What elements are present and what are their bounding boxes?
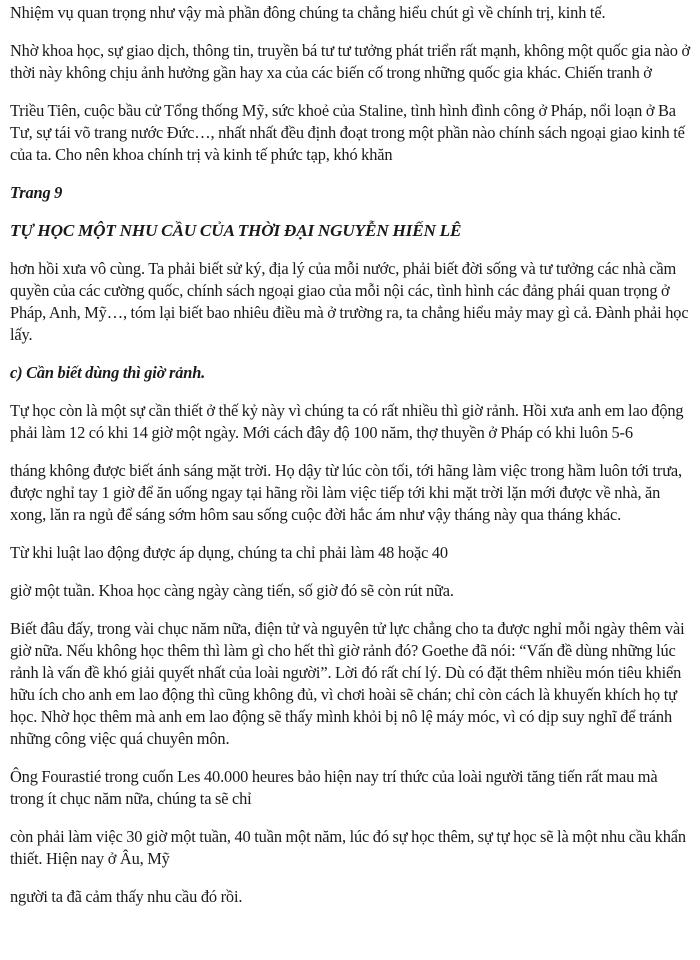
paragraph-goethe-quote: Biết đâu đấy, trong vài chục năm nữa, điện tử và nguyên tử lực chẳng cho ta được nghỉ mỗi ngày thêm vài giờ nữa. Nếu không học thêm thì làm gì cho hết thì giờ rảnh đó? Goethe đã nói: “Vấn đề dùng những lúc rảnh là vấn đề khó giải quyết nhất của loài người”. Lời đó rất chí lý. Dù có đặt thêm nhiều món tiêu khiển hữu ích cho anh em lao động thì cũng không đủ, vì chơi hoài sẽ chán; chỉ còn cách là khuyến khích họ tự học. Nhờ học thêm mà anh em lao động sẽ thấy mình khỏi bị nô lệ máy móc, vì có dịp suy nghĩ để tránh những công việc quá chuyên môn. — [10, 619, 685, 748]
book-title-heading: TỰ HỌC MỘT NHU CẦU CỦA THỜI ĐẠI NGUYỄN HIẾN LÊ — [10, 221, 462, 240]
paragraph-fourastie: Ông Fourastié trong cuốn Les 40.000 heures bảo hiện nay trí thức của loài người tăng tiến rất mau mà trong ít chục năm nữa, chúng ta sẽ chỉ — [10, 767, 658, 808]
paragraph-self-study-necessity: Tự học còn là một sự cần thiết ở thế kỷ này vì chúng ta có rất nhiều thì giờ rảnh. Hồi xưa anh em lao động phải làm 12 có khi 14 giờ một ngày. Mới cách đây độ 100 năm, thợ thuyền ở Pháp có khi luôn 5-6 — [10, 401, 684, 442]
paragraph-labor-law: Từ khi luật lao động được áp dụng, chúng ta chỉ phải làm 48 hoặc 40 — [10, 543, 448, 562]
section-heading-free-time: c) Cần biết dùng thì giờ rảnh. — [10, 363, 206, 382]
paragraph-intro: Nhiệm vụ quan trọng như vậy mà phần đông chúng ta chẳng hiểu chút gì về chính trị, kinh tế. — [10, 3, 606, 22]
paragraph-world-events: Triều Tiên, cuộc bầu cử Tổng thống Mỹ, sức khoẻ của Staline, tình hình đình công ở Pháp, nổi loạn ở Ba Tư, sự tái võ trang nước Đức…, nhất nhất đều định đoạt trong một phần nào chính sách ngoại giao kinh tế của ta. Cho nên khoa chính trị và kinh tế phức tạp, khó khăn — [10, 101, 685, 164]
paragraph-must-learn: hơn hồi xưa vô cùng. Ta phải biết sử ký, địa lý của mỗi nước, phải biết đời sống và tư tưởng các nhà cầm quyền của các cường quốc, chính sách ngoại giao của mỗi nội các, tình hình các đảng phái quan trọng ở Pháp, Anh, Mỹ…, tóm lại biết bao nhiêu điều mà ở trường ra, ta chẳng hiểu mảy may gì cả. Đành phải học lấy. — [10, 259, 689, 344]
paragraph-closing: người ta đã cảm thấy nhu cầu đó rồi. — [10, 887, 243, 906]
paragraph-workers-life: tháng không được biết ánh sáng mặt trời. Họ dậy từ lúc còn tối, tới hãng làm việc trong hầm luôn tới trưa, được nghỉ tay 1 giờ để ăn uống ngay tại hãng rồi làm việc tiếp tới khi mặt trời lặn mới được về nhà, ăn xong, lăn ra ngủ để sáng sớm hôm sau sống cuộc đời hắc ám như vậy tháng này qua tháng khác. — [10, 461, 682, 524]
page-number-heading: Trang 9 — [10, 183, 63, 202]
paragraph-future-work: còn phải làm việc 30 giờ một tuần, 40 tuần một năm, lúc đó sự học thêm, sự tự học sẽ là một nhu cầu khẩn thiết. Hiện nay ở Âu, Mỹ — [10, 827, 686, 868]
paragraph-globalization: Nhờ khoa học, sự giao dịch, thông tin, truyền bá tư tư tưởng phát triển rất mạnh, không một quốc gia nào ở thời này không chịu ảnh hưởng gần hay xa của các biến cố trong những quốc gia khác. Chiến tranh ở — [10, 41, 690, 82]
paragraph-work-hours: giờ một tuần. Khoa học càng ngày càng tiến, số giờ đó sẽ còn rút nữa. — [10, 581, 454, 600]
